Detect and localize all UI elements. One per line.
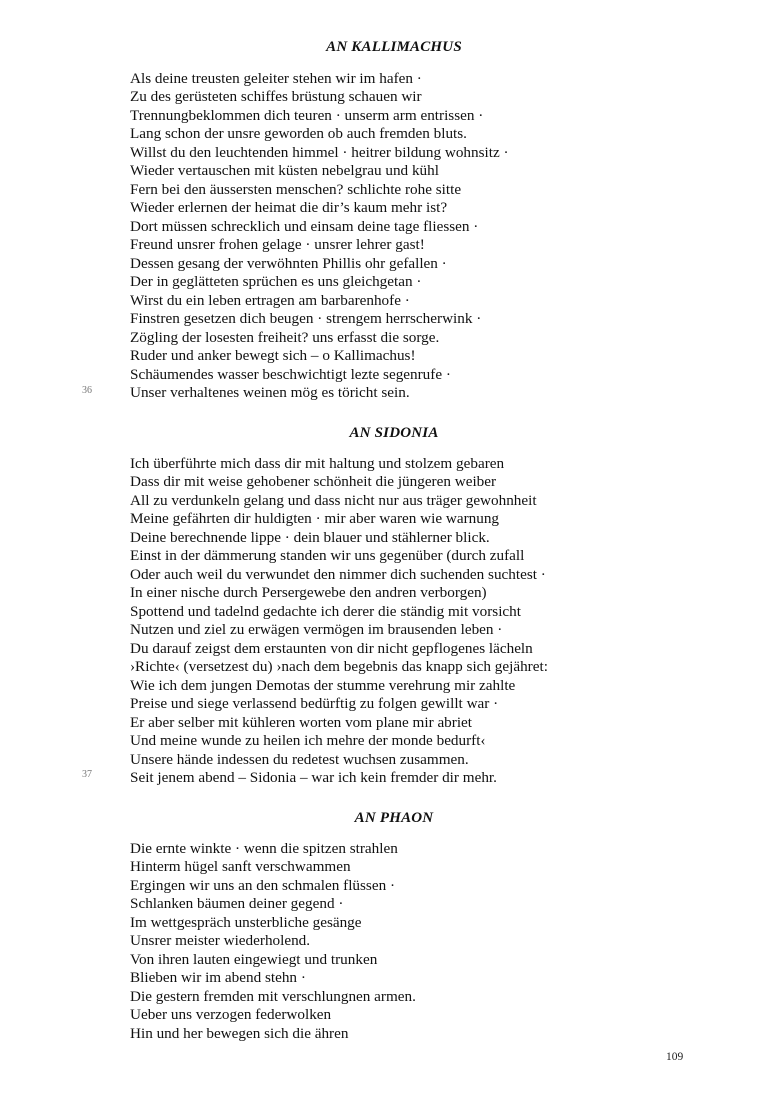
poem-line: Wie ich dem jungen Demotas der stumme verehrung mir zahlte — [130, 676, 516, 694]
poem-line: Deine berechnende lippe · dein blauer und stählerner blick. — [130, 528, 490, 546]
poem-line: Die gestern fremden mit verschlungnen armen. — [130, 987, 416, 1005]
poem-line: Finstren gesetzen dich beugen · strengem herrscherwink · — [130, 310, 482, 328]
poem-line: Der in geglätteten sprüchen es uns gleichgetan · — [130, 273, 422, 291]
poem-line: Oder auch weil du verwundet den nimmer dich suchenden suchtest · — [130, 565, 546, 583]
poem-line: Blieben wir im abend stehn · — [130, 969, 306, 987]
poem-line: Hinterm hügel sanft verschwammen — [130, 858, 351, 876]
poem-line: Im wettgespräch unsterbliche gesänge — [130, 913, 362, 931]
poem-title-sidonia: AN SIDONIA — [349, 425, 439, 441]
poem-title-phaon: AN PHAON — [354, 810, 434, 826]
poem-line: Wieder erlernen der heimat die dir’s kaum mehr ist? — [130, 199, 448, 217]
poem-line: Ich überführte mich dass dir mit haltung und stolzem gebaren — [130, 455, 505, 472]
poem-phaon — [130, 840, 416, 1043]
poem-line: Einst in der dämmerung standen wir uns gegenüber (durch zufall — [130, 547, 525, 565]
poem-line: Hin und her bewegen sich die ähren — [130, 1024, 349, 1042]
poem-line: Und meine wunde zu heilen ich mehre der monde bedurft‹ — [130, 732, 486, 750]
poem-line: Zu des gerüsteten schiffes brüstung schauen wir — [130, 88, 422, 106]
poem-line: Unsere hände indessen du redetest wuchsen zusammen. — [130, 750, 469, 768]
poem-line: Zögling der losesten freiheit? uns erfasst die sorge. — [130, 328, 440, 346]
poem-line: Nutzen und ziel zu erwägen vermögen im brausenden leben · — [130, 621, 503, 639]
poem-line: Schlanken bäumen deiner gegend · — [130, 895, 344, 913]
poem-line: Seit jenem abend – Sidonia – war ich kein fremder dir mehr. — [130, 768, 497, 786]
poem-line: Freund unsrer frohen gelage · unsrer lehrer gast! — [130, 236, 425, 254]
poem-line: Als deine treusten geleiter stehen wir im hafen · — [130, 70, 422, 87]
margin-number: 36 — [82, 385, 92, 396]
poem-line: Spottend und tadelnd gedachte ich derer die ständig mit vorsicht — [130, 602, 521, 620]
poem-sidonia — [130, 455, 548, 787]
poem-line: Von ihren lauten eingewiegt und trunken — [130, 950, 378, 968]
poem-line: Dessen gesang der verwöhnten Phillis ohr gefallen · — [130, 254, 447, 272]
poem-line: Unser verhaltenes weinen mög es töricht sein. — [130, 383, 410, 401]
page-number: 109 — [666, 1051, 684, 1063]
poem-line: Meine gefährten dir huldigten · mir aber waren wie warnung — [130, 510, 500, 528]
poem-line: Willst du den leuchtenden himmel · heitrer bildung wohnsitz · — [130, 143, 509, 161]
poem-line: Trennungbeklommen dich teuren · unserm arm entrissen · — [130, 106, 484, 124]
margin-number: 37 — [82, 769, 92, 780]
poem-line: In einer nische durch Persergewebe den andren verborgen) — [130, 584, 487, 602]
poem-line: Schäumendes wasser beschwichtigt lezte segenrufe · — [130, 365, 451, 383]
poem-line: All zu verdunkeln gelang und dass nicht nur aus träger gewohnheit — [130, 491, 537, 509]
poem-line: Du darauf zeigst dem erstaunten von dir nicht gepflogenes lächeln — [130, 639, 533, 657]
poem-line: Er aber selber mit kühleren worten vom plane mir abriet — [130, 713, 473, 731]
poem-line: Ergingen wir uns an den schmalen flüssen · — [130, 876, 396, 894]
poem-line: Preise und siege verlassend bedürftig zu folgen gewillt war · — [130, 695, 499, 713]
poem-title-kallimachus: AN KALLIMACHUS — [326, 39, 462, 55]
poem-line: Wirst du ein leben ertragen am barbarenhofe · — [130, 291, 410, 309]
poem-line: Fern bei den äussersten menschen? schlichte rohe sitte — [130, 180, 462, 198]
poem-line: Unsrer meister wiederholend. — [130, 932, 311, 950]
poem-line: Wieder vertauschen mit küsten nebelgrau und kühl — [130, 162, 439, 180]
poem-line: Lang schon der unsre geworden ob auch fremden bluts. — [130, 125, 467, 143]
poem-line: Ueber uns verzogen federwolken — [130, 1006, 332, 1024]
poem-line: Dort müssen schrecklich und einsam deine tage fliessen · — [130, 217, 479, 235]
poem-line: Ruder und anker bewegt sich – o Kallimachus! — [130, 347, 416, 365]
poem-line: Dass dir mit weise gehobener schönheit die jüngeren weiber — [130, 473, 497, 491]
poem-line: ›Richte‹ (versetzest du) ›nach dem begebnis das knapp sich gejähret: — [130, 658, 548, 676]
poem-kallimachus — [130, 70, 509, 402]
poem-line: Die ernte winkte · wenn die spitzen strahlen — [130, 840, 398, 857]
